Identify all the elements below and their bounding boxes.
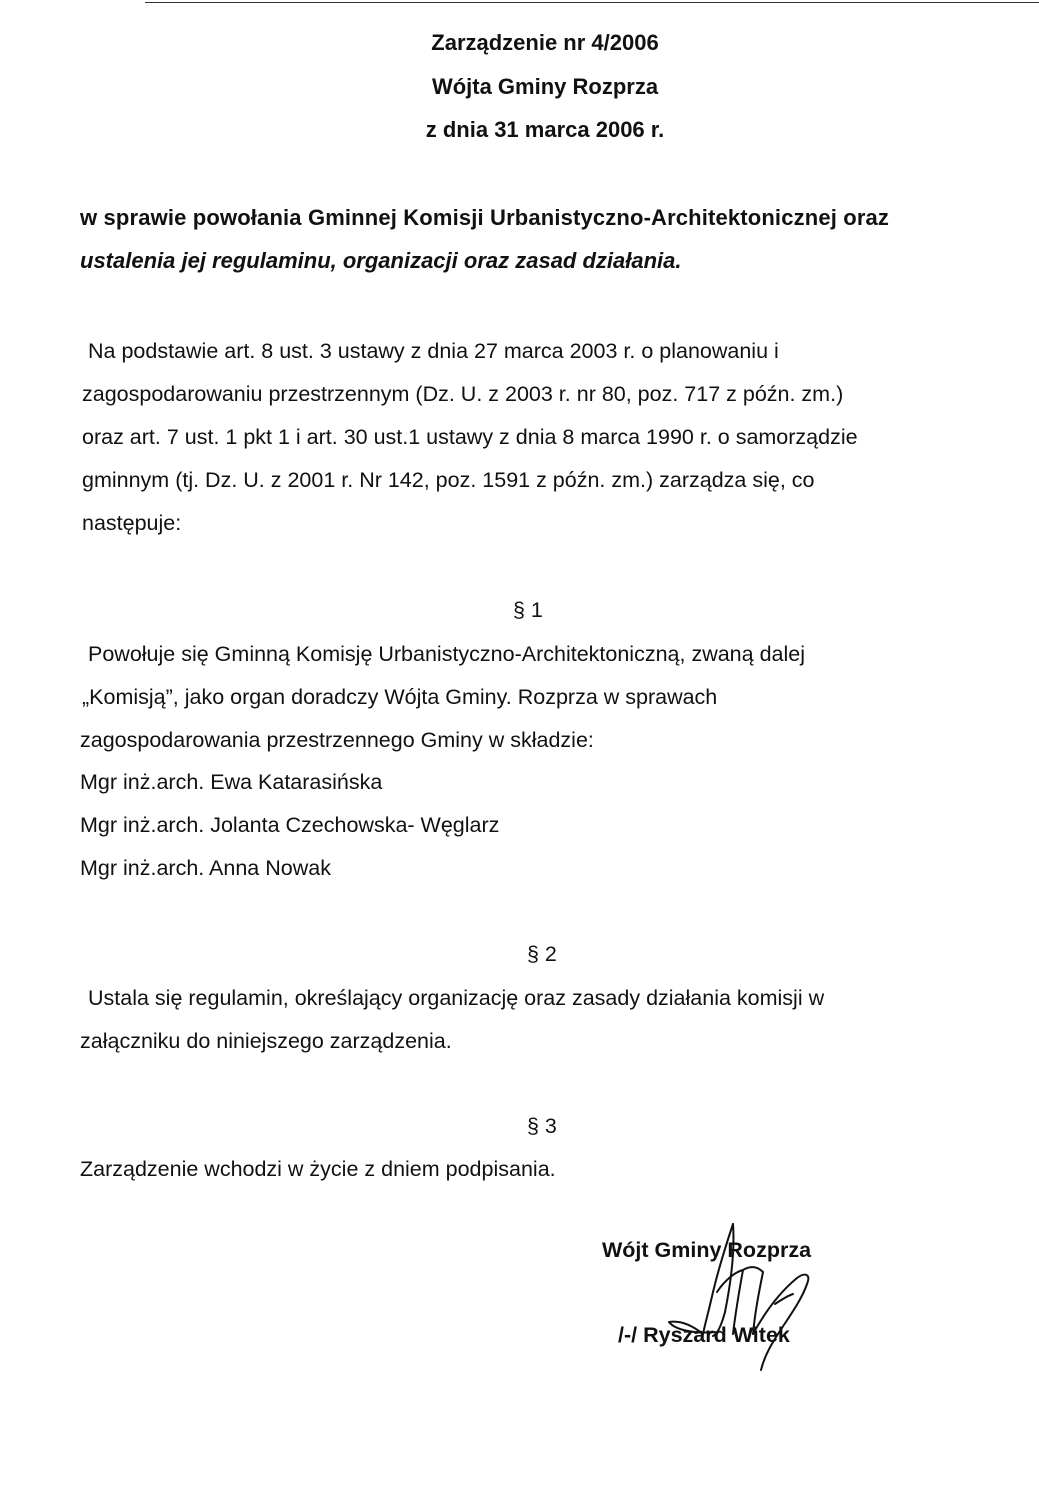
member-3: Mgr inż.arch. Anna Nowak — [80, 856, 331, 880]
subject-line-2: ustalenia jej regulaminu, organizacji oraz zasad działania. — [80, 248, 682, 273]
preamble-line: zagospodarowaniu przestrzennym (Dz. U. z 2003 r. nr 80, poz. 717 z późn. zm.) — [82, 382, 844, 406]
subject-line-1: w sprawie powołania Gminnej Komisji Urbanistyczno-Architektonicznej oraz — [80, 205, 890, 230]
document-date: z dnia 31 marca 2006 r. — [425, 117, 665, 142]
section-2-line: załączniku do niniejszego zarządzenia. — [80, 1029, 452, 1053]
handwritten-signature — [655, 1222, 825, 1372]
section-3-line: Zarządzenie wchodzi w życie z dniem podpisania. — [80, 1157, 556, 1181]
section-1-line: Powołuje się Gminną Komisję Urbanistyczno-Architektoniczną, zwaną dalej — [88, 642, 805, 666]
section-1-heading: § 1 — [513, 598, 543, 622]
member-1: Mgr inż.arch. Ewa Katarasińska — [80, 770, 383, 794]
section-1-line: „Komisją”, jako organ doradczy Wójta Gminy. Rozprza w sprawach — [82, 685, 718, 709]
document-title: Zarządzenie nr 4/2006 — [431, 30, 659, 55]
preamble-line: Na podstawie art. 8 ust. 3 ustawy z dnia 27 marca 2003 r. o planowaniu i — [88, 339, 779, 363]
preamble-line: następuje: — [82, 511, 182, 535]
signatory-name: /-/ Ryszard Witek — [618, 1323, 790, 1347]
document-issuer: Wójta Gminy Rozprza — [431, 74, 659, 99]
section-2-line: Ustala się regulamin, określający organizację oraz zasady działania komisji w — [88, 986, 825, 1010]
top-border-line — [145, 2, 1039, 3]
section-3-heading: § 3 — [527, 1114, 557, 1138]
member-2: Mgr inż.arch. Jolanta Czechowska- Węglarz — [80, 813, 500, 837]
preamble-line: gminnym (tj. Dz. U. z 2001 r. Nr 142, poz. 1591 z późn. zm.) zarządza się, co — [82, 468, 815, 492]
section-1-line: zagospodarowania przestrzennego Gminy w składzie: — [80, 728, 594, 752]
signatory-title: Wójt Gminy Rozprza — [602, 1238, 812, 1262]
section-2-heading: § 2 — [527, 942, 557, 966]
preamble-line: oraz art. 7 ust. 1 pkt 1 i art. 30 ust.1 ustawy z dnia 8 marca 1990 r. o samorządzie — [82, 425, 858, 449]
